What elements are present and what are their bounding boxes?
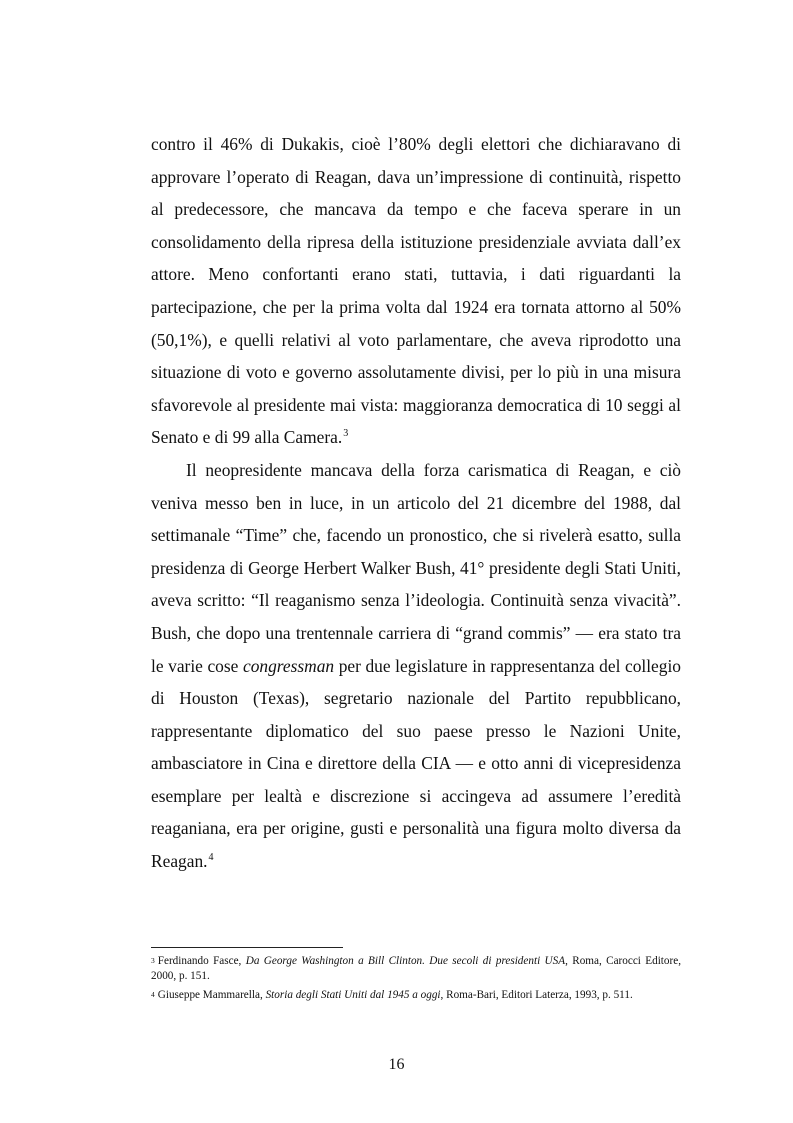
footnote-mark: 4 [151, 990, 155, 999]
footnote-publication: , Roma, Carocci Editore, 2000, p. 151. [151, 955, 682, 982]
page-number: 16 [388, 1056, 405, 1073]
footnote-publication: , Roma-Bari, Editori Laterza, 1993, p. 511. [440, 989, 633, 1001]
footnote-4 [151, 988, 681, 1003]
footnote-3 [151, 954, 681, 984]
paragraph-2-text-start: Il neopresidente mancava della forza carismatica di Reagan, e ciò veniva messo ben in luce, in un articolo del 21 dicembre del 1988, dal settimanale “Time” che, facendo un pronostico, che si rivelerà esatto, sulla presidenza di George Herbert Walker Bush, 41° presidente degli Stati Uniti, aveva scritto: “Il reaganismo senza l’ideologia. Continuità senza vivacità”. Bush, che dopo una trentennale carriera di “grand commis” — era stato tra le varie cose [151, 459, 681, 676]
footnote-reference-4[interactable]: 4 [208, 852, 214, 864]
italic-term: congressman [242, 655, 335, 676]
footnote-author: Giuseppe Mammarella, [157, 989, 263, 1001]
paragraph-1 [151, 128, 681, 454]
footnote-separator [151, 947, 343, 948]
paragraph-1-text: contro il 46% di Dukakis, cioè l’80% degli elettori che dichiaravano di approvare l’operato di Reagan, dava un’impressione di continuità, rispetto al predecessore, che mancava da tempo e che faceva sperare in un consolidamento della ripresa della istituzione presidenziale avviata dall’ex attore. Meno confortanti erano stati, tuttavia, i dati riguardanti la partecipazione, che per la prima volta dal 1924 era tornata attorno al 50% (50,1%), e quelli relativi al voto parlamentare, che aveva riprodotto una situazione di voto e governo assolutamente divisi, per lo più in una misura sfavorevole al presidente mai vista: maggioranza democratica di 10 seggi al Senato e di 99 alla Camera. [151, 134, 681, 448]
body-text [151, 128, 681, 878]
footnote-title: Storia degli Stati Uniti dal 1945 a oggi [265, 989, 441, 1001]
footnote-title: Da George Washington a Bill Clinton. Due secoli di presidenti USA [245, 955, 566, 967]
paragraph-2-text-end: per due legislature in rappresentanza del collegio di Houston (Texas), segretario nazionale del Partito repubblicano, rappresentante diplomatico del suo paese presso le Nazioni Unite, ambasciatore in Cina e direttore della CIA — e otto anni di vicepresidenza esemplare per lealtà e discrezione si accingeva ad assumere l’eredità reaganiana, era per origine, gusti e personalità una figura molto diversa da Reagan. [151, 655, 682, 872]
footnote-reference-3[interactable]: 3 [343, 428, 349, 440]
footnote-mark: 3 [151, 956, 155, 965]
footnotes [151, 954, 681, 1007]
paragraph-2 [151, 454, 681, 878]
footnote-author: Ferdinando Fasce, [157, 955, 242, 967]
